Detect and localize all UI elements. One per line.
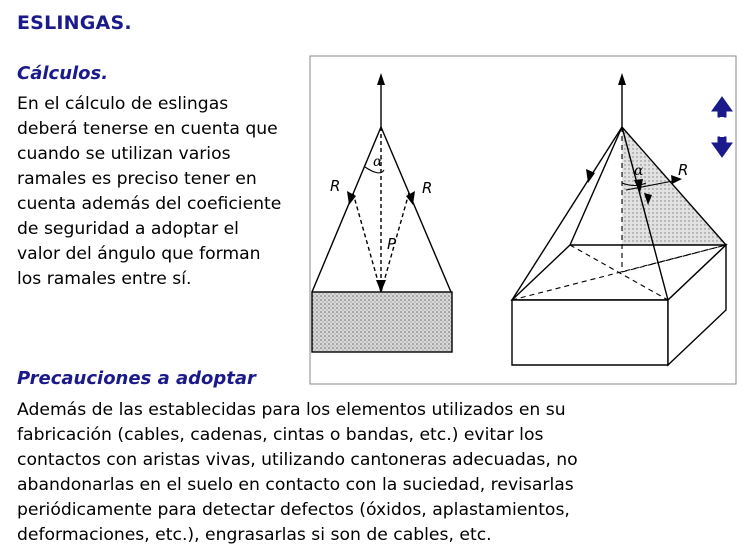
- calculos-line: En el cálculo de eslingas: [17, 94, 229, 114]
- precauciones-line: fabricación (cables, cadenas, cintas o bandas, etc.) evitar los: [17, 425, 544, 445]
- label-P: P: [387, 235, 397, 253]
- calculos-line: ramales es preciso tener en: [17, 169, 257, 189]
- calculos-paragraph: [17, 92, 317, 292]
- precauciones-line: periódicamente para detectar defectos (óxidos, aplastamientos,: [17, 500, 570, 520]
- page-title: ESLINGAS.: [17, 12, 132, 34]
- precauciones-line: Además de las establecidas para los elementos utilizados en su: [17, 400, 566, 420]
- load-block-2d: [312, 292, 452, 352]
- section-heading-calculos: Cálculos.: [17, 63, 109, 84]
- sling-diagram: [300, 55, 747, 389]
- label-R-right: R: [422, 179, 433, 197]
- precauciones-line: abandonarlas en el suelo en contacto con la suciedad, revisarlas: [17, 475, 574, 495]
- section-heading-precauciones: Precauciones a adoptar: [17, 368, 256, 389]
- calculos-line: cuando se utilizan varios: [17, 144, 231, 164]
- calculos-line: deberá tenerse en cuenta que: [17, 119, 278, 139]
- precauciones-line: contactos con aristas vivas, utilizando cantoneras adecuadas, no: [17, 450, 578, 470]
- calculos-line: cuenta además del coeficiente: [17, 194, 282, 214]
- precauciones-line: deformaciones, etc.), engrasarlas si son de cables, etc.: [17, 525, 492, 545]
- calculos-line: valor del ángulo que forman: [17, 244, 261, 264]
- label-alpha-right: α: [634, 163, 644, 179]
- label-alpha-left: α: [373, 154, 383, 170]
- calculos-line: de seguridad a adoptar el: [17, 219, 239, 239]
- label-R-3d: R: [678, 161, 689, 179]
- calculos-line: los ramales entre sí.: [17, 269, 192, 289]
- label-R-left: R: [330, 177, 341, 195]
- precauciones-paragraph: [17, 398, 747, 548]
